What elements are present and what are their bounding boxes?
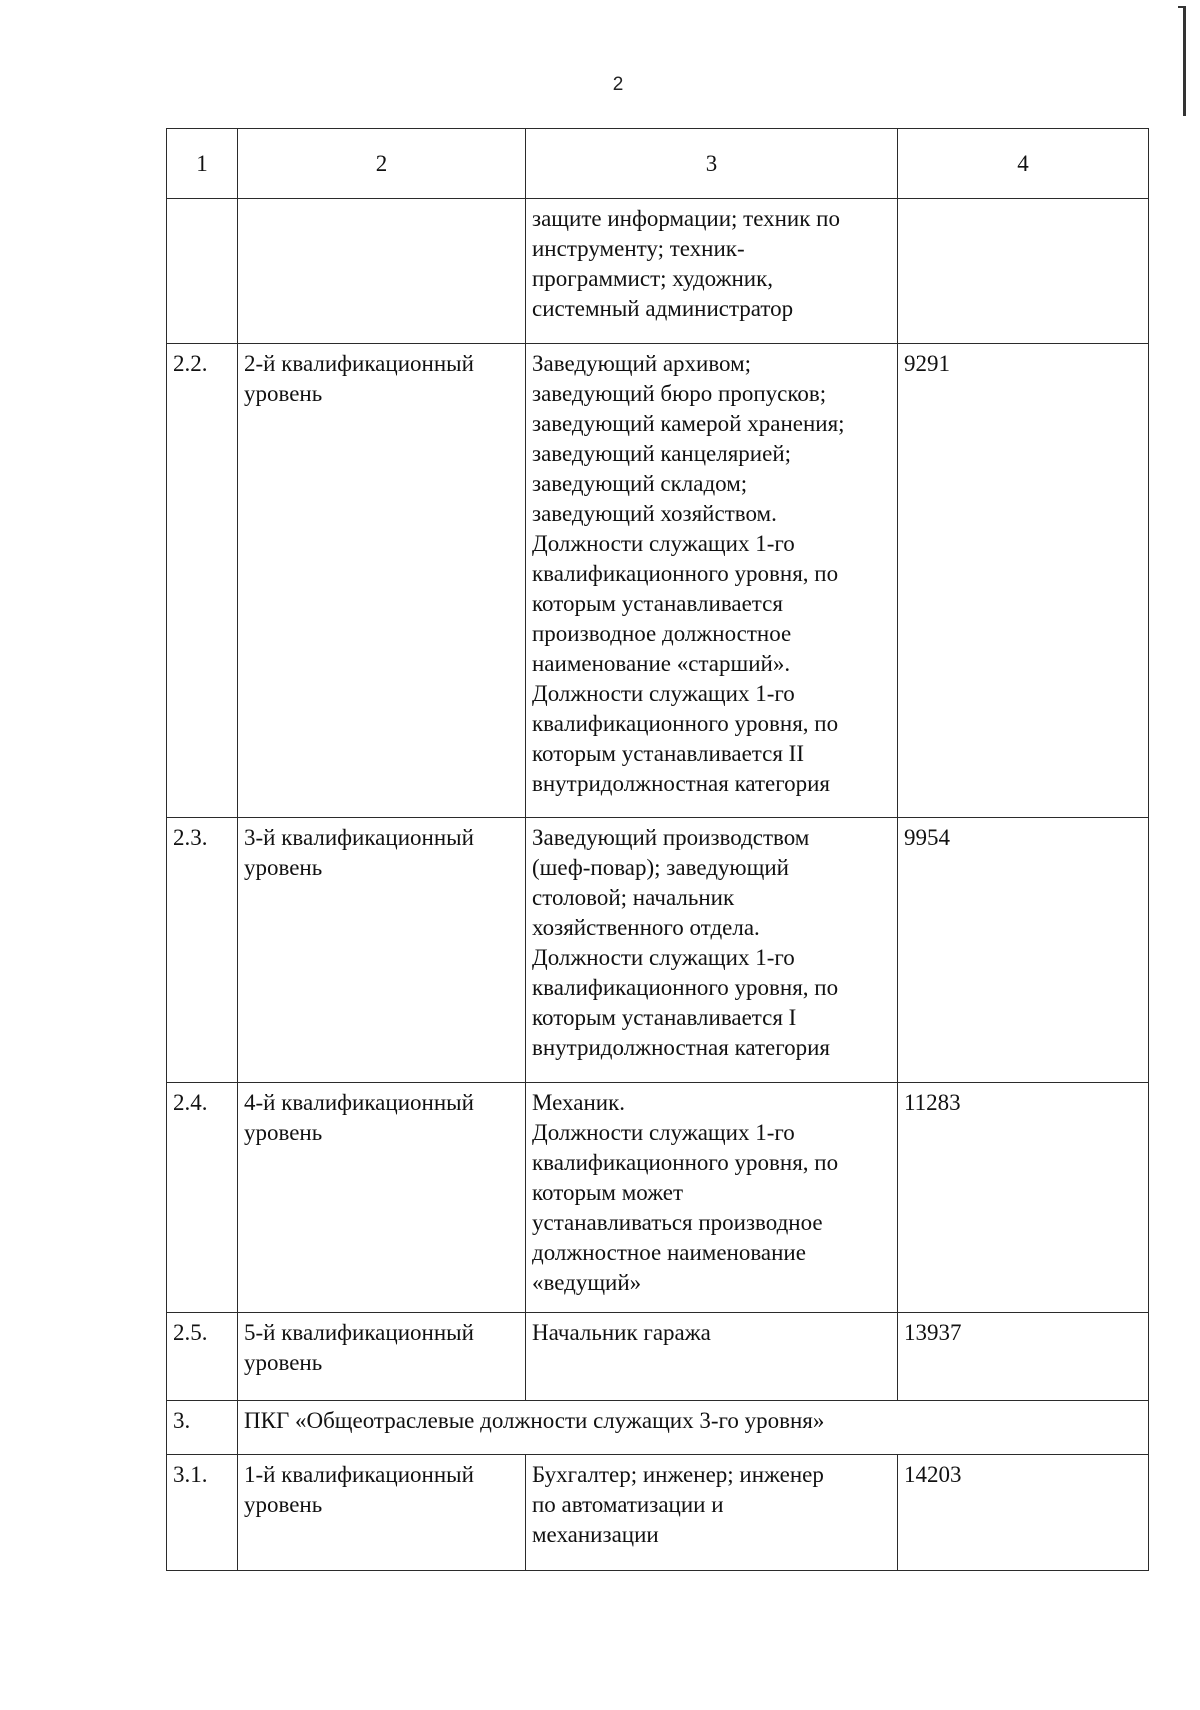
header-cell: 2 bbox=[238, 129, 526, 199]
qualification-level bbox=[238, 199, 526, 344]
position-list: защите информации; техник по инструменту; техник- программист; художник, системный администратор bbox=[526, 199, 898, 344]
qualification-level: 5-й квалификационный уровень bbox=[238, 1313, 526, 1401]
group-row bbox=[167, 1401, 1149, 1455]
position-list: Заведующий производством (шеф-повар); заведующий столовой; начальник хозяйственного отдела. Должности служащих 1-го квалификационного уровня, по которым устанавливается I внутридолжностная категория bbox=[526, 818, 898, 1083]
scan-edge-mark bbox=[1183, 6, 1186, 116]
salary-amount: 13937 bbox=[898, 1313, 1149, 1401]
group-number: 3. bbox=[167, 1401, 238, 1455]
header-cell: 1 bbox=[167, 129, 238, 199]
row-number: 3.1. bbox=[167, 1455, 238, 1571]
row-number: 2.4. bbox=[167, 1083, 238, 1313]
group-title: ПКГ «Общеотраслевые должности служащих 3-го уровня» bbox=[238, 1401, 1149, 1455]
qualification-level: 2-й квалификационный уровень bbox=[238, 344, 526, 818]
table-row bbox=[167, 344, 1149, 818]
position-list: Механик. Должности служащих 1-го квалификационного уровня, по которым может устанавливаться производное должностное наименование «ведущий» bbox=[526, 1083, 898, 1313]
position-list: Заведующий архивом; заведующий бюро пропусков; заведующий камерой хранения; заведующий канцелярией; заведующий складом; заведующий хозяйством. Должности служащих 1-го квалификационного уровня, по которым устанавливается производное должностное наименование «старший». Должности служащих 1-го квалификационного уровня, по которым устанавливается II внутридолжностная категория bbox=[526, 344, 898, 818]
table-row bbox=[167, 1455, 1149, 1571]
row-number bbox=[167, 199, 238, 344]
table-row bbox=[167, 1313, 1149, 1401]
table-row bbox=[167, 199, 1149, 344]
row-number: 2.3. bbox=[167, 818, 238, 1083]
header-cell: 3 bbox=[526, 129, 898, 199]
table-header-row bbox=[167, 129, 1149, 199]
salary-amount: 9291 bbox=[898, 344, 1149, 818]
table-row bbox=[167, 1083, 1149, 1313]
salary-amount bbox=[898, 199, 1149, 344]
table-row bbox=[167, 818, 1149, 1083]
qualification-level: 1-й квалификационный уровень bbox=[238, 1455, 526, 1571]
salary-amount: 14203 bbox=[898, 1455, 1149, 1571]
salary-amount: 11283 bbox=[898, 1083, 1149, 1313]
row-number: 2.5. bbox=[167, 1313, 238, 1401]
position-list: Бухгалтер; инженер; инженер по автоматизации и механизации bbox=[526, 1455, 898, 1571]
salary-amount: 9954 bbox=[898, 818, 1149, 1083]
row-number: 2.2. bbox=[167, 344, 238, 818]
header-cell: 4 bbox=[898, 129, 1149, 199]
qualification-level: 4-й квалификационный уровень bbox=[238, 1083, 526, 1313]
page-number: 2 bbox=[612, 74, 624, 95]
position-list: Начальник гаража bbox=[526, 1313, 898, 1401]
salary-table bbox=[166, 128, 1149, 1571]
qualification-level: 3-й квалификационный уровень bbox=[238, 818, 526, 1083]
